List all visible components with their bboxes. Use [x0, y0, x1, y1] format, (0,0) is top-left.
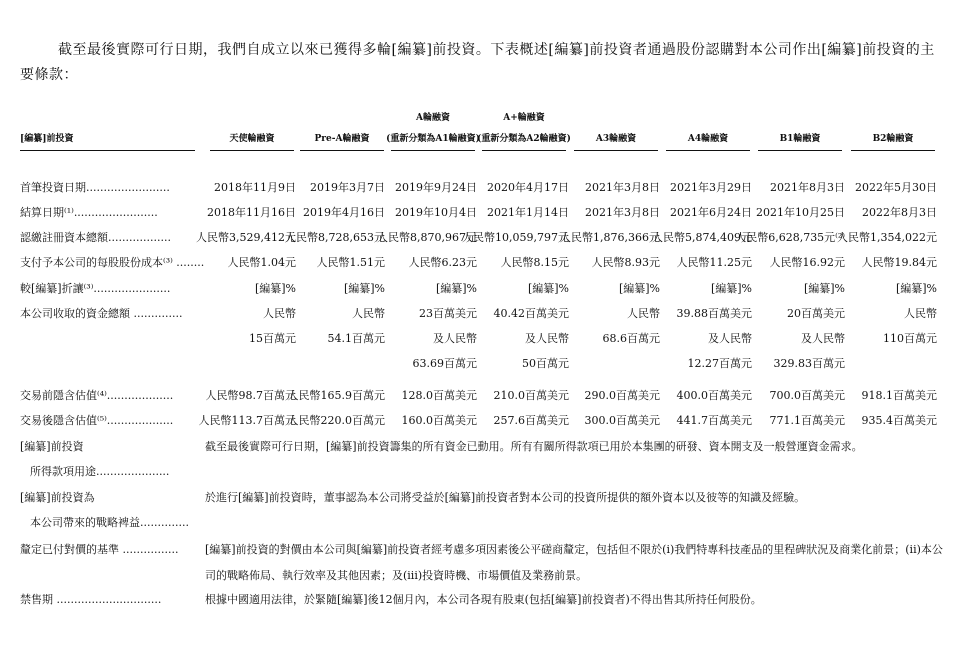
row-6-col-3-line-0: 210.0百萬美元: [493, 389, 569, 402]
row-3-col-0-line-0: 人民幣1.04元: [227, 256, 296, 269]
row-5-col-3-line-0: 40.42百萬美元: [493, 307, 569, 320]
header-col-7-line2: B2輪融資: [872, 134, 914, 144]
header-col-3-line2: (重新分類為A2輪融資): [477, 134, 571, 144]
row-0-col-6-line-0: 2021年8月3日: [770, 181, 845, 194]
row-1-col-5-line-0: 2021年6月24日: [670, 206, 752, 219]
row-0-label: 首筆投資日期........................: [20, 181, 170, 194]
row-5-col-2-line-1: 及人民幣: [433, 332, 477, 345]
text-row-3-content: 根據中國適用法律，於緊隨[編纂]後12個月內，本公司各現有股東(包括[編纂]前投資者)不得出售其所持任何股份。: [205, 593, 762, 606]
header-first-col: [編纂]前投資: [20, 134, 74, 144]
header-col-7-underline: [851, 150, 935, 151]
row-5-col-5-line-1: 及人民幣: [708, 332, 752, 345]
row-4-col-0-line-0: [編纂]%: [254, 282, 296, 295]
row-7-col-6-line-0: 771.1百萬美元: [769, 414, 845, 427]
row-5-label: 本公司收取的資金總額 ..............: [20, 307, 183, 320]
row-5-col-6-line-0: 20百萬美元: [787, 307, 845, 320]
row-3-col-4-line-0: 人民幣8.93元: [591, 256, 660, 269]
header-underline: [20, 150, 195, 151]
row-0-col-0-line-0: 2018年11月9日: [214, 181, 296, 194]
row-4-col-7-line-0: [編纂]%: [895, 282, 937, 295]
header-col-2-line2: (重新分類為A1輪融資): [386, 134, 480, 144]
row-3-col-6-line-0: 人民幣16.92元: [769, 256, 845, 269]
row-4-col-6-line-0: [編纂]%: [803, 282, 845, 295]
row-6-col-5-line-0: 400.0百萬美元: [676, 389, 752, 402]
header-col-3-line1: A+輪融資: [503, 113, 545, 123]
row-2-col-6-line-0: 人民幣6,628,735元⁽²⁾: [735, 231, 845, 244]
row-5-col-5-line-2: 12.27百萬元: [687, 357, 752, 370]
row-0-col-4-line-0: 2021年3月8日: [585, 181, 660, 194]
row-5-col-0-line-1: 15百萬元: [249, 332, 296, 345]
row-6-col-1-line-0: 人民幣165.9百萬元: [287, 389, 385, 402]
header-col-2-line1: A輪融資: [416, 113, 450, 123]
row-3-label: 支付予本公司的每股股份成本⁽³⁾ ........: [20, 256, 205, 269]
row-5-col-3-line-2: 50百萬元: [522, 357, 569, 370]
row-5-col-2-line-2: 63.69百萬元: [412, 357, 477, 370]
row-2-col-7-line-0: 人民幣1,354,022元: [837, 231, 937, 244]
row-5-col-0-line-0: 人民幣: [263, 307, 296, 320]
row-3-col-2-line-0: 人民幣6.23元: [408, 256, 477, 269]
row-4-col-2-line-0: [編纂]%: [435, 282, 477, 295]
text-row-2-label1: 釐定已付對價的基準 ................: [20, 543, 179, 556]
header-col-4-line2: A3輪融資: [595, 134, 637, 144]
row-1-col-6-line-0: 2021年10月25日: [756, 206, 845, 219]
row-6-col-0-line-0: 人民幣98.7百萬元: [205, 389, 296, 402]
row-7-col-4-line-0: 300.0百萬美元: [584, 414, 660, 427]
row-5-col-4-line-0: 人民幣: [627, 307, 660, 320]
text-row-0-label1: [編纂]前投資: [20, 440, 84, 453]
row-2-label: 認繳註冊資本總額..................: [20, 231, 171, 244]
row-7-col-5-line-0: 441.7百萬美元: [676, 414, 752, 427]
intro-paragraph: [20, 38, 940, 88]
row-5-col-6-line-1: 及人民幣: [801, 332, 845, 345]
text-row-1-content: 於進行[編纂]前投資時，董事認為本公司將受益於[編纂]前投資者對本公司的投資所提供的額外資本以及彼等的知識及經驗。: [205, 491, 806, 504]
text-row-1-label1: [編纂]前投資為: [20, 491, 95, 504]
intro-text: 截至最後實際可行日期，我們自成立以來已獲得多輪[編纂]前投資。下表概述[編纂]前投資者通過股份認購對本公司作出[編纂]前投資的主要條款：: [20, 42, 935, 83]
row-2-col-1-line-0: 人民幣8,728,653元: [285, 231, 385, 244]
row-5-col-3-line-1: 及人民幣: [525, 332, 569, 345]
header-col-0-underline: [210, 150, 294, 151]
row-4-label: 較[編纂]折讓⁽³⁾......................: [20, 282, 171, 295]
row-4-col-5-line-0: [編纂]%: [710, 282, 752, 295]
row-5-col-2-line-0: 23百萬美元: [419, 307, 477, 320]
row-0-col-2-line-0: 2019年9月24日: [395, 181, 477, 194]
row-6-label: 交易前隱含估值⁽⁴⁾...................: [20, 389, 174, 402]
row-0-col-7-line-0: 2022年5月30日: [855, 181, 937, 194]
row-5-col-4-line-1: 68.6百萬元: [602, 332, 660, 345]
row-7-col-7-line-0: 935.4百萬美元: [861, 414, 937, 427]
text-row-0-content: 截至最後實際可行日期，[編纂]前投資籌集的所有資金已動用。所有有關所得款項已用於本集團的研發、資本開支及一般營運資金需求。: [205, 440, 863, 453]
row-3-col-5-line-0: 人民幣11.25元: [676, 256, 752, 269]
row-1-col-4-line-0: 2021年3月8日: [585, 206, 660, 219]
header-col-1-line2: Pre-A輪融資: [314, 134, 370, 144]
row-4-col-3-line-0: [編纂]%: [527, 282, 569, 295]
row-5-col-7-line-1: 110百萬元: [883, 332, 937, 345]
row-2-col-4-line-0: 人民幣1,876,366元: [560, 231, 660, 244]
row-7-col-0-line-0: 人民幣113.7百萬元: [198, 414, 296, 427]
row-6-col-2-line-0: 128.0百萬美元: [401, 389, 477, 402]
row-7-col-2-line-0: 160.0百萬美元: [401, 414, 477, 427]
row-4-col-4-line-0: [編纂]%: [618, 282, 660, 295]
header-col-6-underline: [758, 150, 842, 151]
row-7-label: 交易後隱含估值⁽⁵⁾...................: [20, 414, 174, 427]
row-2-col-0-line-0: 人民幣3,529,412元: [196, 231, 296, 244]
row-5-col-1-line-0: 人民幣: [352, 307, 385, 320]
row-0-col-1-line-0: 2019年3月7日: [310, 181, 385, 194]
row-4-col-1-line-0: [編纂]%: [343, 282, 385, 295]
row-2-col-3-line-0: 人民幣10,059,797元: [462, 231, 569, 244]
row-3-col-1-line-0: 人民幣1.51元: [316, 256, 385, 269]
row-1-col-7-line-0: 2022年8月3日: [862, 206, 937, 219]
header-col-2-underline: [391, 150, 475, 151]
header-col-4-underline: [574, 150, 658, 151]
header-col-1-underline: [300, 150, 384, 151]
header-col-3-underline: [482, 150, 566, 151]
header-col-5-underline: [666, 150, 750, 151]
header-col-6-line2: B1輪融資: [779, 134, 821, 144]
row-1-label: 結算日期⁽¹⁾........................: [20, 206, 158, 219]
header-col-5-line2: A4輪融資: [687, 134, 729, 144]
row-3-col-7-line-0: 人民幣19.84元: [861, 256, 937, 269]
row-5-col-6-line-2: 329.83百萬元: [773, 357, 845, 370]
row-2-col-5-line-0: 人民幣5,874,409元: [652, 231, 752, 244]
row-1-col-2-line-0: 2019年10月4日: [395, 206, 477, 219]
row-2-col-2-line-0: 人民幣8,870,967元: [377, 231, 477, 244]
row-1-col-1-line-0: 2019年4月16日: [303, 206, 385, 219]
row-0-col-3-line-0: 2020年4月17日: [487, 181, 569, 194]
text-row-3-label1: 禁售期 ..............................: [20, 593, 162, 606]
row-5-col-1-line-1: 54.1百萬元: [327, 332, 385, 345]
text-row-1-label2: 本公司帶來的戰略裨益..............: [30, 516, 189, 529]
header-col-0-line2: 天使輪融資: [229, 134, 275, 144]
text-row-0-label2: 所得款項用途.....................: [30, 465, 170, 478]
row-1-col-0-line-0: 2018年11月16日: [207, 206, 296, 219]
row-0-col-5-line-0: 2021年3月29日: [670, 181, 752, 194]
row-6-col-4-line-0: 290.0百萬美元: [584, 389, 660, 402]
row-6-col-6-line-0: 700.0百萬美元: [769, 389, 845, 402]
row-3-col-3-line-0: 人民幣8.15元: [500, 256, 569, 269]
row-6-col-7-line-0: 918.1百萬美元: [861, 389, 937, 402]
text-row-2-content: [編纂]前投資的對價由本公司與[編纂]前投資者經考慮多項因素後公平磋商釐定，包括但不限於(i)我們特專科技產品的里程碑狀況及商業化前景；(ii)本公司的戰略佈局、執行效率及其他因素；及(iii)投資時機、市場價值及業務前景。: [205, 543, 943, 582]
row-5-col-5-line-0: 39.88百萬美元: [676, 307, 752, 320]
row-7-col-3-line-0: 257.6百萬美元: [493, 414, 569, 427]
row-7-col-1-line-0: 人民幣220.0百萬元: [287, 414, 385, 427]
row-1-col-3-line-0: 2021年1月14日: [487, 206, 569, 219]
row-5-col-7-line-0: 人民幣: [904, 307, 937, 320]
